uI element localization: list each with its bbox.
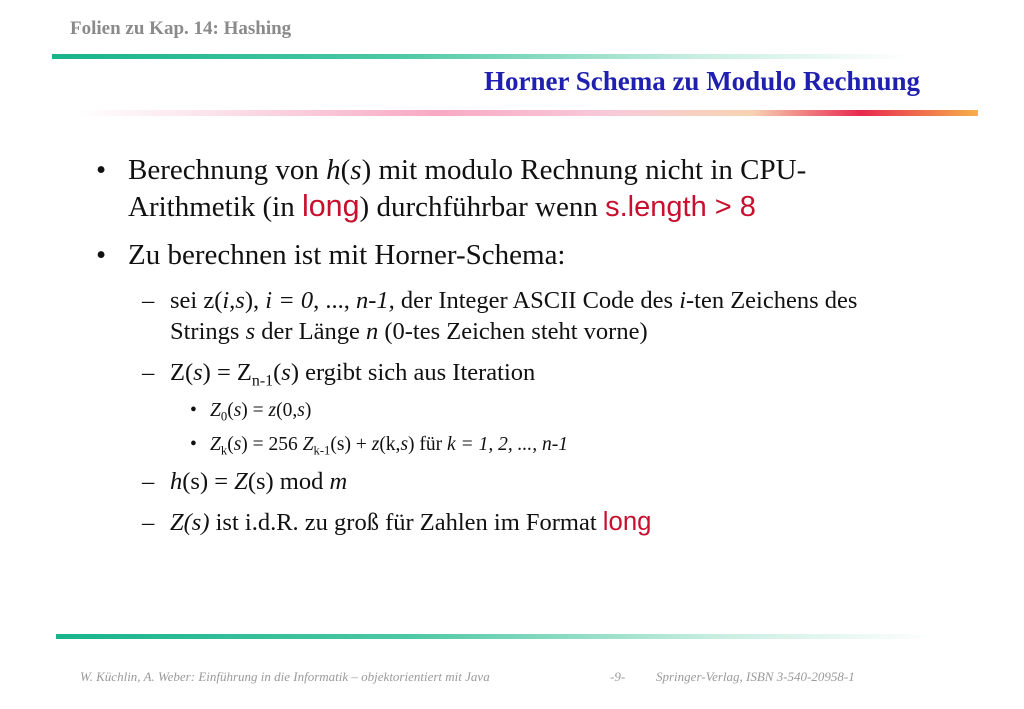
slide-title: Horner Schema zu Modulo Rechnung [483,66,920,96]
var: Z [302,434,314,455]
sub-bullet-3 [96,466,926,497]
text: ( [227,400,234,421]
sub-sub-bullet-1 [96,398,926,424]
text: ) = [241,400,269,421]
text: ) für [408,434,448,455]
var: s [233,434,242,455]
text: ( [227,434,234,455]
text: ) ergibt sich aus Iteration [290,359,536,386]
text: sei z( [170,287,223,314]
paren: ( [340,154,351,186]
var: z [371,434,380,455]
var: n [365,318,379,345]
text: ) = Z [202,359,252,386]
footer-page: -9- [610,669,626,684]
sub-bullet-2 [96,357,926,388]
subscript: k [220,443,228,458]
text: -ten Zeichens des Strings [170,287,858,345]
var: s [400,434,409,455]
text: (s) mod [247,468,330,495]
title-divider [74,110,978,116]
string-var: s [350,154,362,186]
text: ( [273,359,282,386]
code-long: long [301,189,360,223]
text: , ..., [313,287,356,314]
slide-content [96,152,926,548]
text: ) = 256 [241,434,303,455]
var: s [297,400,305,421]
var: k = 1, 2, ..., n-1 [447,434,568,455]
code-length: s.length [605,191,707,223]
subscript: n-1 [251,372,274,390]
var: s [233,400,242,421]
subscript: 0 [220,409,228,424]
chapter-header: Folien zu Kap. 14: Hashing [70,18,292,39]
bullet-1-text: Berechnung von [128,154,327,186]
footer-authors: W. Küchlin, A. Weber: Einführung in die Informatik – objektorientiert mit Java [80,669,490,684]
text: der Integer ASCII Code des [394,287,680,314]
var: Z [210,400,221,421]
var: n-1, [355,287,395,314]
sub-bullet-1 [96,285,926,347]
var: m [329,468,348,495]
bullet-1 [96,152,926,225]
var: s [245,318,256,345]
hash-function: h [326,154,341,186]
bottom-divider [56,634,936,639]
sub-sub-bullet-2 [96,432,926,458]
text: Z( [170,359,194,386]
text: (0-tes Zeichen steht vorne) [378,318,648,345]
text: ist i.d.R. zu groß für Zahlen im Format [209,509,603,536]
text: ) [304,400,312,421]
sub-bullet-4 [96,507,926,538]
text: (s) = [182,468,235,495]
var: i = 0 [265,287,314,314]
var: s [193,359,203,386]
var: Z [210,434,221,455]
bullet-1-text: ) durchführbar wenn [359,191,606,223]
code-condition: > 8 [706,191,756,223]
bullet-2-text: Zu berechnen ist mit Horner-Schema: [128,239,566,271]
subscript: k-1 [313,443,331,458]
text: (s) + [330,434,372,455]
footer-publisher: Springer-Verlag, ISBN 3-540-20958-1 [656,669,855,684]
text: (k, [379,434,401,455]
text: der Länge [255,318,366,345]
var: Z [234,468,248,495]
bullet-2 [96,237,926,273]
var: i,s [222,287,245,314]
var: h [170,468,183,495]
bullet-1-text: ) mit modulo Rechnung nicht in CPU-Arithmetik (in [128,154,807,223]
var: z [268,400,277,421]
top-divider [52,54,912,59]
code-long: long [602,508,652,536]
var: s [281,359,291,386]
var: Z(s) [170,509,210,536]
text: ), [244,287,266,314]
text: (0, [276,400,298,421]
var: i [679,287,686,314]
